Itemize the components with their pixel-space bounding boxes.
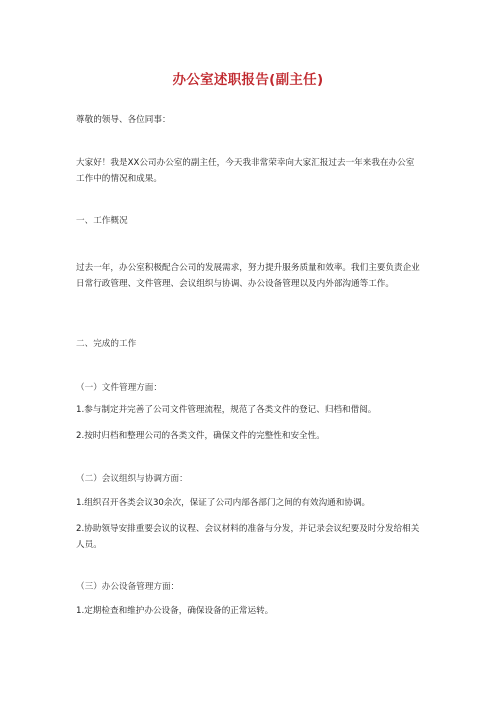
sub2-item-1: 1.组织召开各类会议30余次，保证了公司内部各部门之间的有效沟通和协调。 (76, 498, 371, 508)
document-title: 办公室述职报告(副主任) (172, 72, 324, 88)
sub3-heading: （三）办公设备管理方面： (76, 582, 180, 592)
intro-paragraph: 大家好！我是XX公司办公室的副主任，今天我非常荣幸向大家汇报过去一年来我在办公室工作中的情况和成果。 (76, 158, 415, 184)
section1-heading: 一、工作概况 (76, 216, 128, 226)
section2-heading: 二、完成的工作 (76, 339, 137, 349)
salutation: 尊敬的领导、各位同事： (76, 115, 171, 125)
sub3-item-1: 1.定期检查和维护办公设备，确保设备的正常运转。 (76, 606, 274, 616)
sub2-heading: （二）会议组织与协调方面： (76, 474, 188, 484)
section1-body: 过去一年，办公室积极配合公司的发展需求，努力提升服务质量和效率。我们主要负责企业日常行政管理、文件管理、会议组织与协调、办公设备管理以及内外部沟通等工作。 (76, 263, 420, 289)
sub2-item-2: 2.协助领导安排重要会议的议程、会议材料的准备与分发，并记录会议纪要及时分发给相关人员。 (76, 524, 420, 550)
sub1-item-1: 1.参与制定并完善了公司文件管理流程，规范了各类文件的登记、归档和借阅。 (76, 405, 377, 415)
sub1-heading: （一）文件管理方面： (76, 383, 162, 393)
sub1-item-2: 2.按时归档和整理公司的各类文件，确保文件的完整性和安全性。 (76, 431, 325, 441)
